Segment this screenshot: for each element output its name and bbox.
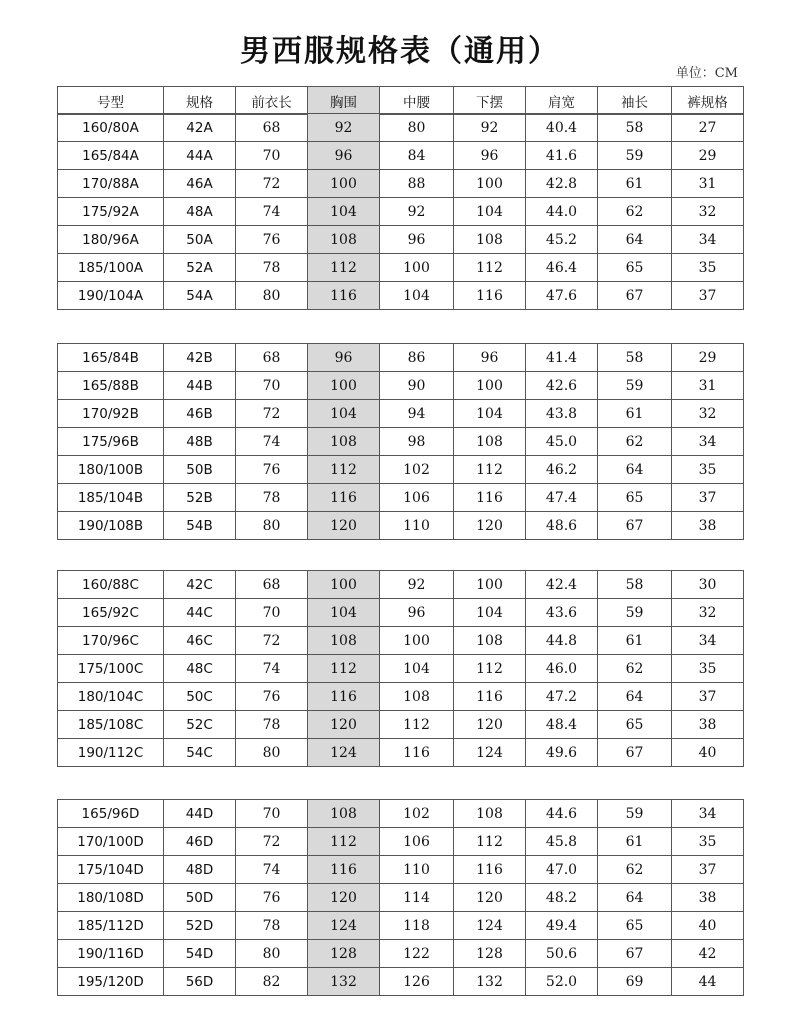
table-row bbox=[58, 484, 744, 512]
cell-shoulder: 44.8 bbox=[526, 627, 598, 655]
cell-spec: 54D bbox=[164, 940, 236, 968]
cell-trouser-size: 40 bbox=[672, 739, 744, 767]
cell-front-length: 70 bbox=[236, 800, 308, 828]
cell-front-length: 78 bbox=[236, 484, 308, 512]
cell-shoulder: 47.2 bbox=[526, 683, 598, 711]
table-row bbox=[58, 655, 744, 683]
cell-sleeve: 58 bbox=[598, 344, 672, 372]
cell-spec: 50B bbox=[164, 456, 236, 484]
cell-front-length: 80 bbox=[236, 739, 308, 767]
cell-front-length: 76 bbox=[236, 226, 308, 254]
cell-front-length: 74 bbox=[236, 856, 308, 884]
cell-shoulder: 42.4 bbox=[526, 571, 598, 599]
cell-trouser-size: 38 bbox=[672, 512, 744, 540]
cell-spec: 54C bbox=[164, 739, 236, 767]
cell-size-code: 190/108B bbox=[58, 512, 164, 540]
cell-trouser-size: 27 bbox=[672, 114, 744, 142]
table-row bbox=[58, 114, 744, 142]
cell-hem: 124 bbox=[454, 912, 526, 940]
cell-size-code: 160/80A bbox=[58, 114, 164, 142]
cell-front-length: 68 bbox=[236, 344, 308, 372]
cell-front-length: 70 bbox=[236, 372, 308, 400]
cell-trouser-size: 30 bbox=[672, 571, 744, 599]
table-row bbox=[58, 711, 744, 739]
cell-front-length: 70 bbox=[236, 599, 308, 627]
cell-front-length: 74 bbox=[236, 198, 308, 226]
cell-front-length: 78 bbox=[236, 912, 308, 940]
cell-spec: 44D bbox=[164, 800, 236, 828]
cell-shoulder: 48.6 bbox=[526, 512, 598, 540]
cell-front-length: 80 bbox=[236, 940, 308, 968]
cell-chest: 124 bbox=[308, 739, 380, 767]
cell-hem: 116 bbox=[454, 856, 526, 884]
cell-shoulder: 43.8 bbox=[526, 400, 598, 428]
cell-hem: 116 bbox=[454, 484, 526, 512]
cell-trouser-size: 42 bbox=[672, 940, 744, 968]
cell-sleeve: 65 bbox=[598, 912, 672, 940]
cell-chest: 104 bbox=[308, 198, 380, 226]
cell-size-code: 190/104A bbox=[58, 282, 164, 310]
table-row bbox=[58, 142, 744, 170]
table-row bbox=[58, 344, 744, 372]
cell-hem: 124 bbox=[454, 739, 526, 767]
cell-trouser-size: 34 bbox=[672, 226, 744, 254]
cell-size-code: 170/96C bbox=[58, 627, 164, 655]
cell-spec: 52A bbox=[164, 254, 236, 282]
cell-sleeve: 62 bbox=[598, 428, 672, 456]
cell-waist: 98 bbox=[380, 428, 454, 456]
cell-spec: 54B bbox=[164, 512, 236, 540]
cell-shoulder: 47.0 bbox=[526, 856, 598, 884]
cell-shoulder: 45.0 bbox=[526, 428, 598, 456]
cell-trouser-size: 31 bbox=[672, 372, 744, 400]
cell-chest: 108 bbox=[308, 627, 380, 655]
cell-trouser-size: 32 bbox=[672, 198, 744, 226]
cell-shoulder: 45.2 bbox=[526, 226, 598, 254]
cell-chest: 132 bbox=[308, 968, 380, 996]
cell-hem: 96 bbox=[454, 142, 526, 170]
table-row bbox=[58, 599, 744, 627]
cell-front-length: 70 bbox=[236, 142, 308, 170]
cell-shoulder: 47.6 bbox=[526, 282, 598, 310]
cell-sleeve: 67 bbox=[598, 512, 672, 540]
cell-spec: 52C bbox=[164, 711, 236, 739]
cell-trouser-size: 37 bbox=[672, 282, 744, 310]
cell-trouser-size: 37 bbox=[672, 484, 744, 512]
cell-trouser-size: 38 bbox=[672, 711, 744, 739]
cell-waist: 102 bbox=[380, 456, 454, 484]
cell-sleeve: 61 bbox=[598, 400, 672, 428]
cell-sleeve: 61 bbox=[598, 627, 672, 655]
cell-front-length: 72 bbox=[236, 828, 308, 856]
cell-size-code: 190/116D bbox=[58, 940, 164, 968]
cell-size-code: 175/96B bbox=[58, 428, 164, 456]
cell-hem: 104 bbox=[454, 400, 526, 428]
cell-sleeve: 61 bbox=[598, 828, 672, 856]
cell-sleeve: 64 bbox=[598, 226, 672, 254]
cell-hem: 132 bbox=[454, 968, 526, 996]
cell-waist: 110 bbox=[380, 856, 454, 884]
cell-sleeve: 62 bbox=[598, 655, 672, 683]
table-row bbox=[58, 512, 744, 540]
table-row bbox=[58, 828, 744, 856]
cell-trouser-size: 29 bbox=[672, 142, 744, 170]
cell-waist: 90 bbox=[380, 372, 454, 400]
cell-waist: 100 bbox=[380, 254, 454, 282]
cell-size-code: 190/112C bbox=[58, 739, 164, 767]
header-row bbox=[58, 87, 744, 115]
cell-size-code: 170/88A bbox=[58, 170, 164, 198]
cell-shoulder: 46.4 bbox=[526, 254, 598, 282]
cell-sleeve: 62 bbox=[598, 856, 672, 884]
table-row bbox=[58, 170, 744, 198]
table-row bbox=[58, 571, 744, 599]
cell-chest: 116 bbox=[308, 683, 380, 711]
cell-sleeve: 65 bbox=[598, 254, 672, 282]
cell-size-code: 185/100A bbox=[58, 254, 164, 282]
cell-waist: 88 bbox=[380, 170, 454, 198]
cell-waist: 110 bbox=[380, 512, 454, 540]
cell-shoulder: 47.4 bbox=[526, 484, 598, 512]
cell-trouser-size: 35 bbox=[672, 456, 744, 484]
cell-trouser-size: 29 bbox=[672, 344, 744, 372]
cell-size-code: 185/104B bbox=[58, 484, 164, 512]
cell-trouser-size: 44 bbox=[672, 968, 744, 996]
cell-front-length: 78 bbox=[236, 254, 308, 282]
header-cell-hem: 下摆 bbox=[454, 87, 526, 115]
cell-front-length: 72 bbox=[236, 170, 308, 198]
table-row bbox=[58, 912, 744, 940]
cell-hem: 108 bbox=[454, 800, 526, 828]
cell-chest: 104 bbox=[308, 400, 380, 428]
cell-chest: 112 bbox=[308, 254, 380, 282]
header-cell-waist: 中腰 bbox=[380, 87, 454, 115]
header-table bbox=[57, 86, 744, 115]
table-row bbox=[58, 940, 744, 968]
cell-hem: 104 bbox=[454, 198, 526, 226]
cell-shoulder: 52.0 bbox=[526, 968, 598, 996]
cell-size-code: 165/84A bbox=[58, 142, 164, 170]
cell-size-code: 170/100D bbox=[58, 828, 164, 856]
cell-front-length: 80 bbox=[236, 282, 308, 310]
cell-front-length: 78 bbox=[236, 711, 308, 739]
cell-chest: 116 bbox=[308, 282, 380, 310]
cell-chest: 120 bbox=[308, 711, 380, 739]
header-cell-size-code: 号型 bbox=[58, 87, 164, 115]
cell-spec: 48A bbox=[164, 198, 236, 226]
cell-size-code: 175/92A bbox=[58, 198, 164, 226]
cell-sleeve: 58 bbox=[598, 114, 672, 142]
cell-sleeve: 59 bbox=[598, 599, 672, 627]
table-row bbox=[58, 683, 744, 711]
table-row bbox=[58, 456, 744, 484]
cell-sleeve: 64 bbox=[598, 884, 672, 912]
cell-sleeve: 64 bbox=[598, 456, 672, 484]
cell-spec: 50D bbox=[164, 884, 236, 912]
cell-trouser-size: 34 bbox=[672, 428, 744, 456]
cell-waist: 114 bbox=[380, 884, 454, 912]
cell-shoulder: 41.6 bbox=[526, 142, 598, 170]
cell-spec: 46C bbox=[164, 627, 236, 655]
cell-spec: 48D bbox=[164, 856, 236, 884]
cell-waist: 100 bbox=[380, 627, 454, 655]
cell-chest: 100 bbox=[308, 170, 380, 198]
cell-spec: 44A bbox=[164, 142, 236, 170]
cell-hem: 112 bbox=[454, 828, 526, 856]
table-row bbox=[58, 800, 744, 828]
cell-trouser-size: 35 bbox=[672, 254, 744, 282]
cell-hem: 100 bbox=[454, 170, 526, 198]
cell-hem: 120 bbox=[454, 711, 526, 739]
cell-shoulder: 49.4 bbox=[526, 912, 598, 940]
cell-waist: 86 bbox=[380, 344, 454, 372]
cell-hem: 108 bbox=[454, 428, 526, 456]
cell-sleeve: 64 bbox=[598, 683, 672, 711]
table-row bbox=[58, 627, 744, 655]
header-cell-shoulder: 肩宽 bbox=[526, 87, 598, 115]
cell-trouser-size: 37 bbox=[672, 856, 744, 884]
cell-hem: 120 bbox=[454, 512, 526, 540]
group-table bbox=[57, 113, 744, 310]
cell-sleeve: 58 bbox=[598, 571, 672, 599]
table-row bbox=[58, 226, 744, 254]
cell-chest: 112 bbox=[308, 655, 380, 683]
cell-shoulder: 41.4 bbox=[526, 344, 598, 372]
cell-shoulder: 45.8 bbox=[526, 828, 598, 856]
cell-sleeve: 67 bbox=[598, 940, 672, 968]
cell-trouser-size: 40 bbox=[672, 912, 744, 940]
cell-chest: 100 bbox=[308, 571, 380, 599]
table-row bbox=[58, 856, 744, 884]
table-row bbox=[58, 884, 744, 912]
cell-front-length: 68 bbox=[236, 571, 308, 599]
cell-waist: 104 bbox=[380, 655, 454, 683]
cell-front-length: 72 bbox=[236, 627, 308, 655]
cell-size-code: 165/92C bbox=[58, 599, 164, 627]
cell-size-code: 170/92B bbox=[58, 400, 164, 428]
cell-hem: 104 bbox=[454, 599, 526, 627]
cell-shoulder: 50.6 bbox=[526, 940, 598, 968]
cell-hem: 100 bbox=[454, 571, 526, 599]
cell-spec: 46A bbox=[164, 170, 236, 198]
cell-spec: 48C bbox=[164, 655, 236, 683]
table-row bbox=[58, 739, 744, 767]
cell-shoulder: 43.6 bbox=[526, 599, 598, 627]
cell-spec: 42C bbox=[164, 571, 236, 599]
cell-waist: 106 bbox=[380, 484, 454, 512]
cell-trouser-size: 35 bbox=[672, 655, 744, 683]
cell-trouser-size: 32 bbox=[672, 400, 744, 428]
cell-hem: 112 bbox=[454, 655, 526, 683]
cell-size-code: 185/108C bbox=[58, 711, 164, 739]
table-row bbox=[58, 400, 744, 428]
cell-chest: 96 bbox=[308, 344, 380, 372]
cell-waist: 126 bbox=[380, 968, 454, 996]
table-row bbox=[58, 372, 744, 400]
group-table bbox=[57, 570, 744, 767]
cell-size-code: 185/112D bbox=[58, 912, 164, 940]
cell-waist: 122 bbox=[380, 940, 454, 968]
cell-chest: 112 bbox=[308, 828, 380, 856]
cell-waist: 118 bbox=[380, 912, 454, 940]
cell-chest: 120 bbox=[308, 884, 380, 912]
cell-hem: 128 bbox=[454, 940, 526, 968]
cell-trouser-size: 37 bbox=[672, 683, 744, 711]
cell-size-code: 180/104C bbox=[58, 683, 164, 711]
cell-chest: 128 bbox=[308, 940, 380, 968]
cell-trouser-size: 34 bbox=[672, 627, 744, 655]
cell-chest: 108 bbox=[308, 428, 380, 456]
cell-sleeve: 59 bbox=[598, 372, 672, 400]
cell-spec: 50A bbox=[164, 226, 236, 254]
cell-shoulder: 44.6 bbox=[526, 800, 598, 828]
cell-size-code: 180/108D bbox=[58, 884, 164, 912]
header-cell-front-length: 前衣长 bbox=[236, 87, 308, 115]
cell-waist: 80 bbox=[380, 114, 454, 142]
cell-front-length: 72 bbox=[236, 400, 308, 428]
cell-front-length: 76 bbox=[236, 884, 308, 912]
cell-chest: 100 bbox=[308, 372, 380, 400]
cell-size-code: 160/88C bbox=[58, 571, 164, 599]
cell-size-code: 175/104D bbox=[58, 856, 164, 884]
cell-chest: 104 bbox=[308, 599, 380, 627]
cell-spec: 50C bbox=[164, 683, 236, 711]
table-row bbox=[58, 198, 744, 226]
cell-hem: 108 bbox=[454, 627, 526, 655]
cell-hem: 112 bbox=[454, 456, 526, 484]
cell-sleeve: 59 bbox=[598, 142, 672, 170]
cell-shoulder: 48.4 bbox=[526, 711, 598, 739]
cell-waist: 84 bbox=[380, 142, 454, 170]
header-cell-trouser-size: 裤规格 bbox=[672, 87, 744, 115]
cell-trouser-size: 31 bbox=[672, 170, 744, 198]
cell-spec: 52B bbox=[164, 484, 236, 512]
cell-hem: 112 bbox=[454, 254, 526, 282]
cell-trouser-size: 32 bbox=[672, 599, 744, 627]
cell-hem: 120 bbox=[454, 884, 526, 912]
table-row bbox=[58, 254, 744, 282]
cell-front-length: 76 bbox=[236, 456, 308, 484]
cell-shoulder: 40.4 bbox=[526, 114, 598, 142]
cell-front-length: 80 bbox=[236, 512, 308, 540]
header-cell-chest: 胸围 bbox=[308, 87, 380, 115]
cell-hem: 96 bbox=[454, 344, 526, 372]
cell-size-code: 180/96A bbox=[58, 226, 164, 254]
cell-size-code: 165/88B bbox=[58, 372, 164, 400]
cell-waist: 96 bbox=[380, 226, 454, 254]
cell-spec: 48B bbox=[164, 428, 236, 456]
table-row bbox=[58, 428, 744, 456]
header-cell-spec: 规格 bbox=[164, 87, 236, 115]
cell-sleeve: 67 bbox=[598, 739, 672, 767]
cell-size-code: 180/100B bbox=[58, 456, 164, 484]
cell-sleeve: 67 bbox=[598, 282, 672, 310]
cell-hem: 116 bbox=[454, 683, 526, 711]
cell-hem: 92 bbox=[454, 114, 526, 142]
cell-shoulder: 44.0 bbox=[526, 198, 598, 226]
table-row bbox=[58, 282, 744, 310]
cell-sleeve: 65 bbox=[598, 484, 672, 512]
cell-waist: 92 bbox=[380, 571, 454, 599]
cell-sleeve: 69 bbox=[598, 968, 672, 996]
cell-spec: 56D bbox=[164, 968, 236, 996]
cell-waist: 102 bbox=[380, 800, 454, 828]
cell-chest: 96 bbox=[308, 142, 380, 170]
cell-sleeve: 59 bbox=[598, 800, 672, 828]
cell-waist: 106 bbox=[380, 828, 454, 856]
cell-size-code: 165/84B bbox=[58, 344, 164, 372]
cell-waist: 104 bbox=[380, 282, 454, 310]
cell-waist: 94 bbox=[380, 400, 454, 428]
cell-spec: 44C bbox=[164, 599, 236, 627]
cell-shoulder: 42.8 bbox=[526, 170, 598, 198]
cell-hem: 100 bbox=[454, 372, 526, 400]
cell-shoulder: 49.6 bbox=[526, 739, 598, 767]
cell-waist: 116 bbox=[380, 739, 454, 767]
cell-chest: 116 bbox=[308, 484, 380, 512]
group-table bbox=[57, 343, 744, 540]
group-table bbox=[57, 799, 744, 996]
cell-shoulder: 46.0 bbox=[526, 655, 598, 683]
cell-chest: 112 bbox=[308, 456, 380, 484]
cell-front-length: 74 bbox=[236, 655, 308, 683]
cell-size-code: 175/100C bbox=[58, 655, 164, 683]
cell-front-length: 76 bbox=[236, 683, 308, 711]
cell-waist: 112 bbox=[380, 711, 454, 739]
cell-sleeve: 61 bbox=[598, 170, 672, 198]
cell-hem: 108 bbox=[454, 226, 526, 254]
header-cell-sleeve: 袖长 bbox=[598, 87, 672, 115]
cell-chest: 120 bbox=[308, 512, 380, 540]
cell-waist: 108 bbox=[380, 683, 454, 711]
cell-spec: 54A bbox=[164, 282, 236, 310]
cell-trouser-size: 35 bbox=[672, 828, 744, 856]
cell-shoulder: 42.6 bbox=[526, 372, 598, 400]
cell-trouser-size: 38 bbox=[672, 884, 744, 912]
cell-front-length: 82 bbox=[236, 968, 308, 996]
cell-waist: 92 bbox=[380, 198, 454, 226]
cell-size-code: 165/96D bbox=[58, 800, 164, 828]
cell-chest: 92 bbox=[308, 114, 380, 142]
cell-hem: 116 bbox=[454, 282, 526, 310]
cell-chest: 116 bbox=[308, 856, 380, 884]
table-row bbox=[58, 968, 744, 996]
cell-sleeve: 62 bbox=[598, 198, 672, 226]
cell-shoulder: 48.2 bbox=[526, 884, 598, 912]
unit-label: 单位：CM bbox=[675, 66, 738, 81]
cell-front-length: 74 bbox=[236, 428, 308, 456]
cell-chest: 124 bbox=[308, 912, 380, 940]
cell-waist: 96 bbox=[380, 599, 454, 627]
cell-size-code: 195/120D bbox=[58, 968, 164, 996]
page-title: 男西服规格表（通用） bbox=[240, 34, 560, 69]
cell-spec: 42B bbox=[164, 344, 236, 372]
cell-spec: 52D bbox=[164, 912, 236, 940]
cell-chest: 108 bbox=[308, 800, 380, 828]
cell-sleeve: 65 bbox=[598, 711, 672, 739]
cell-front-length: 68 bbox=[236, 114, 308, 142]
cell-spec: 46B bbox=[164, 400, 236, 428]
cell-spec: 44B bbox=[164, 372, 236, 400]
cell-shoulder: 46.2 bbox=[526, 456, 598, 484]
cell-trouser-size: 34 bbox=[672, 800, 744, 828]
cell-spec: 42A bbox=[164, 114, 236, 142]
cell-chest: 108 bbox=[308, 226, 380, 254]
cell-spec: 46D bbox=[164, 828, 236, 856]
